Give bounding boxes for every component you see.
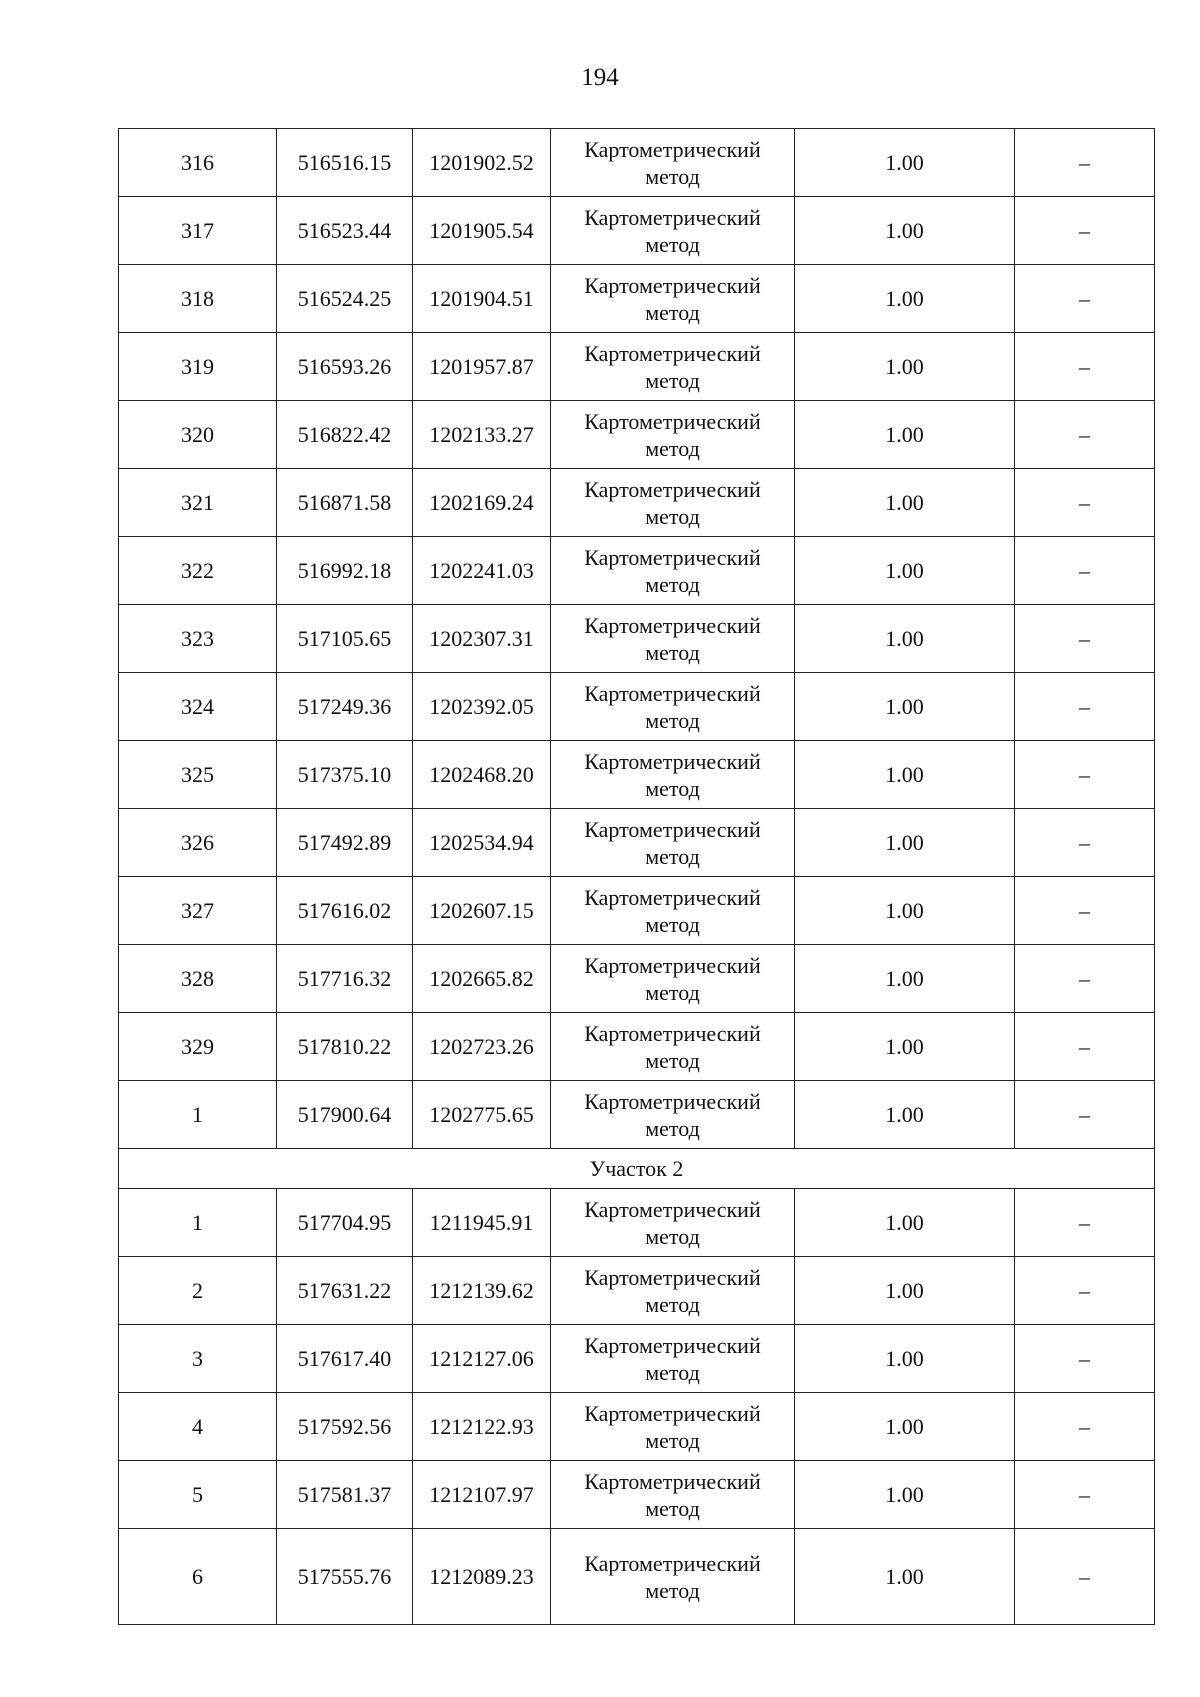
table-row <box>119 197 1155 265</box>
method-cell <box>551 741 795 809</box>
note-cell: – <box>1015 741 1155 809</box>
note-cell: – <box>1015 1461 1155 1529</box>
method-line-1: Картометрический <box>584 1332 761 1358</box>
accuracy-cell: 1.00 <box>795 877 1015 945</box>
note-cell: – <box>1015 605 1155 673</box>
point-number-cell: 328 <box>119 945 277 1013</box>
table-row <box>119 129 1155 197</box>
method-line-1: Картометрический <box>584 544 761 570</box>
method-line-1: Картометрический <box>584 1196 761 1222</box>
table-row <box>119 1529 1155 1625</box>
x-coordinate-cell: 517704.95 <box>277 1189 413 1257</box>
y-coordinate-cell: 1202775.65 <box>413 1081 551 1149</box>
y-coordinate-cell: 1202169.24 <box>413 469 551 537</box>
method-line-1: Картометрический <box>584 136 761 162</box>
y-coordinate-cell: 1201957.87 <box>413 333 551 401</box>
accuracy-cell: 1.00 <box>795 401 1015 469</box>
method-line-1: Картометрический <box>584 1400 761 1426</box>
accuracy-cell: 1.00 <box>795 1081 1015 1149</box>
method-line-1: Картометрический <box>584 340 761 366</box>
coordinates-table <box>118 128 1155 1625</box>
method-cell <box>551 265 795 333</box>
table-row <box>119 877 1155 945</box>
table-row <box>119 537 1155 605</box>
method-cell <box>551 401 795 469</box>
table-row <box>119 1013 1155 1081</box>
x-coordinate-cell: 517900.64 <box>277 1081 413 1149</box>
table-row <box>119 1461 1155 1529</box>
accuracy-cell: 1.00 <box>795 1013 1015 1081</box>
method-line-2: метод <box>645 979 700 1005</box>
method-cell <box>551 1257 795 1325</box>
method-line-2: метод <box>645 1047 700 1073</box>
method-cell <box>551 197 795 265</box>
note-cell: – <box>1015 809 1155 877</box>
x-coordinate-cell: 517631.22 <box>277 1257 413 1325</box>
method-line-1: Картометрический <box>584 680 761 706</box>
x-coordinate-cell: 517105.65 <box>277 605 413 673</box>
method-line-1: Картометрический <box>584 408 761 434</box>
method-line-2: метод <box>645 639 700 665</box>
y-coordinate-cell: 1202468.20 <box>413 741 551 809</box>
point-number-cell: 317 <box>119 197 277 265</box>
point-number-cell: 2 <box>119 1257 277 1325</box>
note-cell: – <box>1015 197 1155 265</box>
method-cell <box>551 1529 795 1625</box>
y-coordinate-cell: 1211945.91 <box>413 1189 551 1257</box>
y-coordinate-cell: 1202307.31 <box>413 605 551 673</box>
y-coordinate-cell: 1202133.27 <box>413 401 551 469</box>
point-number-cell: 320 <box>119 401 277 469</box>
accuracy-cell: 1.00 <box>795 1529 1015 1625</box>
method-line-1: Картометрический <box>584 612 761 638</box>
y-coordinate-cell: 1201904.51 <box>413 265 551 333</box>
section-title: Участок 2 <box>119 1149 1155 1189</box>
method-cell <box>551 1189 795 1257</box>
note-cell: – <box>1015 673 1155 741</box>
accuracy-cell: 1.00 <box>795 945 1015 1013</box>
accuracy-cell: 1.00 <box>795 1257 1015 1325</box>
point-number-cell: 326 <box>119 809 277 877</box>
table-row <box>119 809 1155 877</box>
page-number: 194 <box>581 64 619 91</box>
note-cell: – <box>1015 401 1155 469</box>
method-line-1: Картометрический <box>584 884 761 910</box>
method-line-2: метод <box>645 775 700 801</box>
y-coordinate-cell: 1202241.03 <box>413 537 551 605</box>
note-cell: – <box>1015 1081 1155 1149</box>
x-coordinate-cell: 517555.76 <box>277 1529 413 1625</box>
accuracy-cell: 1.00 <box>795 333 1015 401</box>
x-coordinate-cell: 516992.18 <box>277 537 413 605</box>
point-number-cell: 3 <box>119 1325 277 1393</box>
y-coordinate-cell: 1212107.97 <box>413 1461 551 1529</box>
table-row <box>119 265 1155 333</box>
method-line-1: Картометрический <box>584 1020 761 1046</box>
x-coordinate-cell: 517249.36 <box>277 673 413 741</box>
y-coordinate-cell: 1201902.52 <box>413 129 551 197</box>
method-cell <box>551 129 795 197</box>
method-cell <box>551 1013 795 1081</box>
table-row <box>119 1081 1155 1149</box>
x-coordinate-cell: 517581.37 <box>277 1461 413 1529</box>
note-cell: – <box>1015 1013 1155 1081</box>
note-cell: – <box>1015 1393 1155 1461</box>
method-line-1: Картометрический <box>584 1264 761 1290</box>
accuracy-cell: 1.00 <box>795 537 1015 605</box>
table-row <box>119 333 1155 401</box>
method-cell <box>551 877 795 945</box>
method-cell <box>551 809 795 877</box>
point-number-cell: 4 <box>119 1393 277 1461</box>
x-coordinate-cell: 517592.56 <box>277 1393 413 1461</box>
note-cell: – <box>1015 1189 1155 1257</box>
table-row <box>119 1393 1155 1461</box>
note-cell: – <box>1015 129 1155 197</box>
x-coordinate-cell: 517616.02 <box>277 877 413 945</box>
accuracy-cell: 1.00 <box>795 673 1015 741</box>
table-row <box>119 1189 1155 1257</box>
section-row <box>119 1149 1155 1189</box>
method-cell <box>551 469 795 537</box>
point-number-cell: 323 <box>119 605 277 673</box>
method-line-2: метод <box>645 435 700 461</box>
accuracy-cell: 1.00 <box>795 1461 1015 1529</box>
method-line-1: Картометрический <box>584 1088 761 1114</box>
x-coordinate-cell: 516822.42 <box>277 401 413 469</box>
accuracy-cell: 1.00 <box>795 1325 1015 1393</box>
y-coordinate-cell: 1202607.15 <box>413 877 551 945</box>
method-cell <box>551 673 795 741</box>
method-line-2: метод <box>645 1115 700 1141</box>
point-number-cell: 329 <box>119 1013 277 1081</box>
point-number-cell: 325 <box>119 741 277 809</box>
method-cell <box>551 333 795 401</box>
table-row <box>119 469 1155 537</box>
x-coordinate-cell: 516516.15 <box>277 129 413 197</box>
point-number-cell: 322 <box>119 537 277 605</box>
y-coordinate-cell: 1202665.82 <box>413 945 551 1013</box>
method-line-2: метод <box>645 299 700 325</box>
table-row <box>119 741 1155 809</box>
note-cell: – <box>1015 333 1155 401</box>
method-line-2: метод <box>645 1359 700 1385</box>
point-number-cell: 5 <box>119 1461 277 1529</box>
point-number-cell: 321 <box>119 469 277 537</box>
y-coordinate-cell: 1202534.94 <box>413 809 551 877</box>
table-row <box>119 1257 1155 1325</box>
method-line-2: метод <box>645 1495 700 1521</box>
method-line-2: метод <box>645 163 700 189</box>
note-cell: – <box>1015 265 1155 333</box>
x-coordinate-cell: 516593.26 <box>277 333 413 401</box>
method-line-2: метод <box>645 231 700 257</box>
y-coordinate-cell: 1212089.23 <box>413 1529 551 1625</box>
point-number-cell: 1 <box>119 1189 277 1257</box>
x-coordinate-cell: 517617.40 <box>277 1325 413 1393</box>
y-coordinate-cell: 1202723.26 <box>413 1013 551 1081</box>
table-row <box>119 673 1155 741</box>
method-line-2: метод <box>645 911 700 937</box>
method-cell <box>551 605 795 673</box>
method-line-2: метод <box>645 1427 700 1453</box>
accuracy-cell: 1.00 <box>795 469 1015 537</box>
method-line-2: метод <box>645 1577 700 1603</box>
point-number-cell: 318 <box>119 265 277 333</box>
y-coordinate-cell: 1201905.54 <box>413 197 551 265</box>
method-line-2: метод <box>645 503 700 529</box>
method-line-1: Картометрический <box>584 476 761 502</box>
method-line-2: метод <box>645 367 700 393</box>
point-number-cell: 316 <box>119 129 277 197</box>
method-line-1: Картометрический <box>584 272 761 298</box>
accuracy-cell: 1.00 <box>795 1393 1015 1461</box>
method-cell <box>551 1081 795 1149</box>
method-line-2: метод <box>645 1223 700 1249</box>
method-line-1: Картометрический <box>584 816 761 842</box>
method-cell <box>551 945 795 1013</box>
note-cell: – <box>1015 1529 1155 1625</box>
table-row <box>119 945 1155 1013</box>
y-coordinate-cell: 1202392.05 <box>413 673 551 741</box>
method-cell <box>551 1393 795 1461</box>
point-number-cell: 324 <box>119 673 277 741</box>
method-cell <box>551 1325 795 1393</box>
y-coordinate-cell: 1212139.62 <box>413 1257 551 1325</box>
table-row <box>119 605 1155 673</box>
table-row <box>119 1325 1155 1393</box>
method-cell <box>551 1461 795 1529</box>
method-line-2: метод <box>645 843 700 869</box>
x-coordinate-cell: 517375.10 <box>277 741 413 809</box>
x-coordinate-cell: 516524.25 <box>277 265 413 333</box>
method-cell <box>551 537 795 605</box>
point-number-cell: 319 <box>119 333 277 401</box>
note-cell: – <box>1015 877 1155 945</box>
accuracy-cell: 1.00 <box>795 1189 1015 1257</box>
point-number-cell: 327 <box>119 877 277 945</box>
method-line-1: Картометрический <box>584 1550 761 1576</box>
accuracy-cell: 1.00 <box>795 809 1015 877</box>
note-cell: – <box>1015 537 1155 605</box>
method-line-2: метод <box>645 571 700 597</box>
accuracy-cell: 1.00 <box>795 129 1015 197</box>
accuracy-cell: 1.00 <box>795 265 1015 333</box>
point-number-cell: 6 <box>119 1529 277 1625</box>
note-cell: – <box>1015 1325 1155 1393</box>
x-coordinate-cell: 517716.32 <box>277 945 413 1013</box>
method-line-2: метод <box>645 707 700 733</box>
accuracy-cell: 1.00 <box>795 741 1015 809</box>
method-line-1: Картометрический <box>584 952 761 978</box>
method-line-1: Картометрический <box>584 748 761 774</box>
y-coordinate-cell: 1212127.06 <box>413 1325 551 1393</box>
note-cell: – <box>1015 1257 1155 1325</box>
x-coordinate-cell: 517810.22 <box>277 1013 413 1081</box>
y-coordinate-cell: 1212122.93 <box>413 1393 551 1461</box>
x-coordinate-cell: 516523.44 <box>277 197 413 265</box>
table-row <box>119 401 1155 469</box>
point-number-cell: 1 <box>119 1081 277 1149</box>
method-line-1: Картометрический <box>584 204 761 230</box>
note-cell: – <box>1015 945 1155 1013</box>
x-coordinate-cell: 516871.58 <box>277 469 413 537</box>
accuracy-cell: 1.00 <box>795 605 1015 673</box>
accuracy-cell: 1.00 <box>795 197 1015 265</box>
method-line-2: метод <box>645 1291 700 1317</box>
note-cell: – <box>1015 469 1155 537</box>
method-line-1: Картометрический <box>584 1468 761 1494</box>
x-coordinate-cell: 517492.89 <box>277 809 413 877</box>
